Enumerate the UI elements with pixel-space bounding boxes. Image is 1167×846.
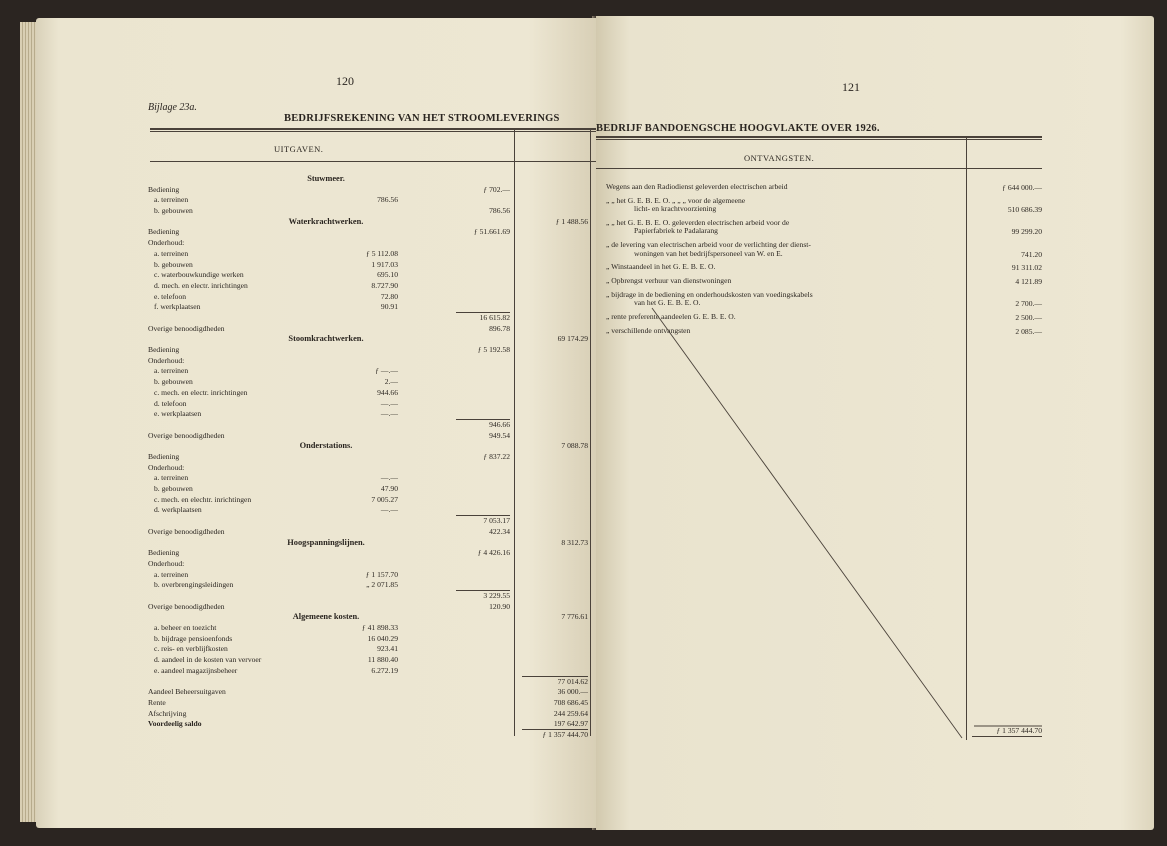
section-heading: Algemeene kosten. bbox=[292, 612, 360, 622]
amount-col3: 197 642.97 bbox=[553, 719, 588, 729]
receipt-line: licht- en krachtvoorziening bbox=[634, 204, 717, 214]
right-column-header: ONTVANGSTEN. bbox=[744, 153, 815, 163]
receipt-amount: 91 311.02 bbox=[1011, 263, 1042, 273]
row-label: Bediening bbox=[148, 184, 180, 194]
row-label: d. telefoon bbox=[154, 398, 187, 408]
row-label: e. telefoon bbox=[154, 291, 187, 301]
title-rule bbox=[150, 128, 596, 130]
section-heading: Hoogspanningslijnen. bbox=[287, 537, 365, 547]
receipt-line: woningen van het bedrijfspersoneel van W. en E. bbox=[634, 248, 783, 258]
left-page bbox=[36, 18, 596, 828]
amount-col2: 422.34 bbox=[489, 526, 510, 536]
row-label: Onderhoud: bbox=[148, 462, 185, 472]
left-column-header: UITGAVEN. bbox=[274, 144, 324, 154]
amount-col1: „ 2 071.85 bbox=[366, 580, 398, 590]
receipt-line: „ rente preferente aandeelen G. E. B. E. O. bbox=[606, 312, 736, 322]
receipt-amount: 4 121.89 bbox=[1015, 277, 1042, 287]
row-label: Rente bbox=[148, 697, 166, 707]
receipt-amount: ƒ 644 000.— bbox=[1002, 183, 1042, 192]
row-label: b. gebouwen bbox=[154, 259, 193, 269]
section-heading: Onderstations. bbox=[299, 441, 353, 451]
ontvangsten-total: ƒ 1 357 444.70 bbox=[996, 726, 1042, 735]
row-label: Overige benoodigdheden bbox=[148, 430, 225, 440]
subtotal-rule bbox=[522, 676, 588, 677]
amount-col1: 923.41 bbox=[377, 644, 398, 654]
row-label: Overige benoodigdheden bbox=[148, 323, 225, 333]
row-label: d. werkplaatsen bbox=[154, 505, 202, 515]
amount-col1: 90.91 bbox=[380, 302, 398, 312]
amount-col2: 7 053.17 bbox=[483, 516, 510, 526]
subtotal-rule bbox=[456, 419, 510, 420]
row-label: a. beheer en toezicht bbox=[154, 623, 217, 633]
amount-col1: 2.— bbox=[384, 377, 398, 387]
amount-col2: 946.66 bbox=[489, 419, 510, 429]
amount-col3: 77 014.62 bbox=[557, 676, 588, 686]
row-label: c. reis- en verblijfkosten bbox=[154, 644, 228, 654]
amount-col1: 7 005.27 bbox=[371, 494, 398, 504]
receipt-amount: 2 500.— bbox=[1015, 313, 1042, 323]
amount-col2: 949.54 bbox=[489, 430, 510, 440]
amount-col1: 47.90 bbox=[380, 484, 398, 494]
receipt-amount: 510 686.39 bbox=[1007, 205, 1042, 215]
col-divider-1 bbox=[514, 130, 515, 736]
row-label: Overige benoodigdheden bbox=[148, 526, 225, 536]
left-page-title: BEDRIJFSREKENING VAN HET STROOMLEVERINGS bbox=[284, 113, 560, 124]
subtotal-rule bbox=[456, 590, 510, 591]
amount-col3: 69 174.29 bbox=[557, 334, 588, 344]
receipt-line: „ bijdrage in de bediening en onderhoudskosten van voedingskabels bbox=[606, 290, 813, 299]
subtotal-rule bbox=[522, 729, 588, 730]
amount-col1: 8.727.90 bbox=[371, 280, 398, 290]
amount-col3: 244 259.64 bbox=[553, 708, 588, 718]
amount-col2: 120.90 bbox=[489, 601, 510, 611]
amount-col3: 7 776.61 bbox=[561, 612, 588, 622]
receipt-line: „ de levering van electrischen arbeid voor de verlichting der dienst- bbox=[606, 240, 811, 250]
row-label: d. mech. en electr. inrichtingen bbox=[154, 280, 248, 290]
header-rule bbox=[150, 161, 596, 162]
col-divider-2 bbox=[590, 130, 591, 736]
amount-col2: ƒ 702.— bbox=[483, 184, 510, 194]
amount-col1: 944.66 bbox=[377, 387, 398, 397]
receipt-amount: 2 700.— bbox=[1015, 299, 1042, 309]
appendix-label: Bijlage 23a. bbox=[148, 102, 197, 113]
receipt-line: „ „ het G. E. B. E. O. „ „ „ voor de algemeene bbox=[606, 195, 746, 205]
amount-col2: 16 615.82 bbox=[479, 313, 510, 322]
row-label: b. overbrengingsleidingen bbox=[154, 580, 234, 590]
row-label: a. terreinen bbox=[154, 248, 189, 258]
section-heading: Stoomkrachtwerken. bbox=[288, 334, 364, 344]
receipt-line: van het G. E. B. E. O. bbox=[634, 298, 701, 308]
amount-col1: ƒ —.— bbox=[375, 366, 398, 376]
amount-col3: ƒ 1 488.56 bbox=[555, 216, 588, 226]
amount-col1: ƒ 5 112.08 bbox=[366, 248, 398, 258]
row-label: a. terreinen bbox=[154, 569, 189, 579]
section-heading: Waterkrachtwerken. bbox=[288, 216, 364, 226]
row-label: c. mech. en elechtr. inrichtingen bbox=[154, 494, 252, 504]
amount-col3: ƒ 1 357 444.70 bbox=[542, 730, 588, 739]
row-label: c. mech. en electr. inrichtingen bbox=[154, 387, 248, 397]
receipt-line: „ Opbrengst verhuur van dienstwoningen bbox=[606, 276, 732, 286]
row-label: c. waterbouwkundige werken bbox=[154, 270, 244, 280]
amount-col3: 8 312.73 bbox=[561, 537, 588, 547]
receipt-amount: 741.20 bbox=[1021, 249, 1042, 259]
amount-col2: ƒ 4 426.16 bbox=[477, 548, 510, 558]
row-label: Bediening bbox=[148, 452, 180, 461]
row-label: a. terreinen bbox=[154, 366, 189, 376]
row-label: f. werkplaatsen bbox=[154, 302, 201, 312]
row-label: b. gebouwen bbox=[154, 377, 193, 387]
receipt-line: Wegens aan den Radiodienst geleverden electrischen arbeid bbox=[606, 182, 788, 191]
row-label: e. aandeel magazijnsbeheer bbox=[154, 665, 238, 675]
row-label: Afschrijving bbox=[148, 708, 187, 718]
right-page-title: BEDRIJF BANDOENGSCHE HOOGVLAKTE OVER 1926. bbox=[596, 123, 880, 134]
right-page-number: 121 bbox=[842, 80, 860, 94]
amount-col1: 1 917.03 bbox=[371, 259, 398, 269]
amount-col3: 708 686.45 bbox=[553, 697, 588, 707]
row-label: b. gebouwen bbox=[154, 206, 193, 216]
amount-col1: —.— bbox=[380, 473, 398, 483]
row-label: Onderhoud: bbox=[148, 355, 185, 365]
total-rule bbox=[972, 736, 1042, 737]
amount-col1: 16 040.29 bbox=[367, 633, 398, 643]
amount-col1: 6.272.19 bbox=[371, 665, 398, 675]
row-label: e. werkplaatsen bbox=[154, 409, 202, 419]
right-page bbox=[596, 16, 1154, 830]
row-label: Onderhoud: bbox=[148, 238, 185, 248]
subtotal-rule bbox=[456, 515, 510, 516]
amount-col2: 896.78 bbox=[489, 323, 510, 333]
row-label: Bediening bbox=[148, 548, 180, 558]
receipt-line: „ verschillende ontvangsten bbox=[606, 326, 691, 335]
row-label: Bediening bbox=[148, 345, 180, 355]
amount-col1: ƒ 1 157.70 bbox=[365, 569, 398, 579]
amount-col2: 786.56 bbox=[489, 206, 510, 216]
receipt-amount: 2 085.— bbox=[1015, 327, 1042, 336]
amount-col2: ƒ 837.22 bbox=[483, 452, 510, 461]
row-label: Bediening bbox=[148, 227, 180, 237]
row-label: Onderhoud: bbox=[148, 558, 185, 568]
row-label: b. bijdrage pensioenfonds bbox=[154, 633, 233, 643]
left-page-number: 120 bbox=[336, 74, 354, 88]
row-label: d. aandeel in de kosten van vervoer bbox=[154, 655, 262, 665]
receipt-line: „ „ het G. E. B. E. O. geleverden electrischen arbeid voor de bbox=[606, 218, 790, 227]
amount-col1: ƒ 41 898.33 bbox=[361, 623, 398, 633]
row-label: Overige benoodigdheden bbox=[148, 601, 225, 611]
section-heading: Stuwmeer. bbox=[307, 174, 345, 183]
amount-col1: 786.56 bbox=[377, 195, 398, 205]
receipt-line: Papierfabriek te Padalarang bbox=[634, 226, 718, 236]
amount-col2: 3 229.55 bbox=[483, 591, 510, 600]
amount-col1: 11 880.40 bbox=[367, 655, 398, 665]
row-label: b. gebouwen bbox=[154, 484, 193, 494]
amount-col1: —.— bbox=[380, 398, 398, 408]
subtotal-rule bbox=[456, 312, 510, 313]
row-label: Voordeelig saldo bbox=[148, 719, 202, 729]
receipt-line: „ Winstaandeel in het G. E. B. E. O. bbox=[606, 262, 716, 272]
amount-col1: 695.10 bbox=[377, 270, 398, 280]
row-label: Aandeel Beheersuitgaven bbox=[148, 687, 226, 697]
title-rule-thin bbox=[150, 131, 596, 132]
amount-col1: 72.80 bbox=[380, 291, 398, 301]
receipt-amount: 99 299.20 bbox=[1011, 227, 1042, 237]
amount-col3: 36 000.— bbox=[557, 687, 588, 697]
amount-col1: —.— bbox=[380, 409, 398, 419]
amount-col2: ƒ 5 192.58 bbox=[477, 345, 510, 355]
row-label: a. terreinen bbox=[154, 473, 189, 483]
cancel-diagonal bbox=[596, 16, 1154, 830]
row-label: a. terreinen bbox=[154, 195, 189, 205]
amount-col1: —.— bbox=[380, 505, 398, 515]
amount-col2: ƒ 51.661.69 bbox=[473, 227, 510, 237]
amount-col3: 7 088.78 bbox=[561, 441, 588, 451]
